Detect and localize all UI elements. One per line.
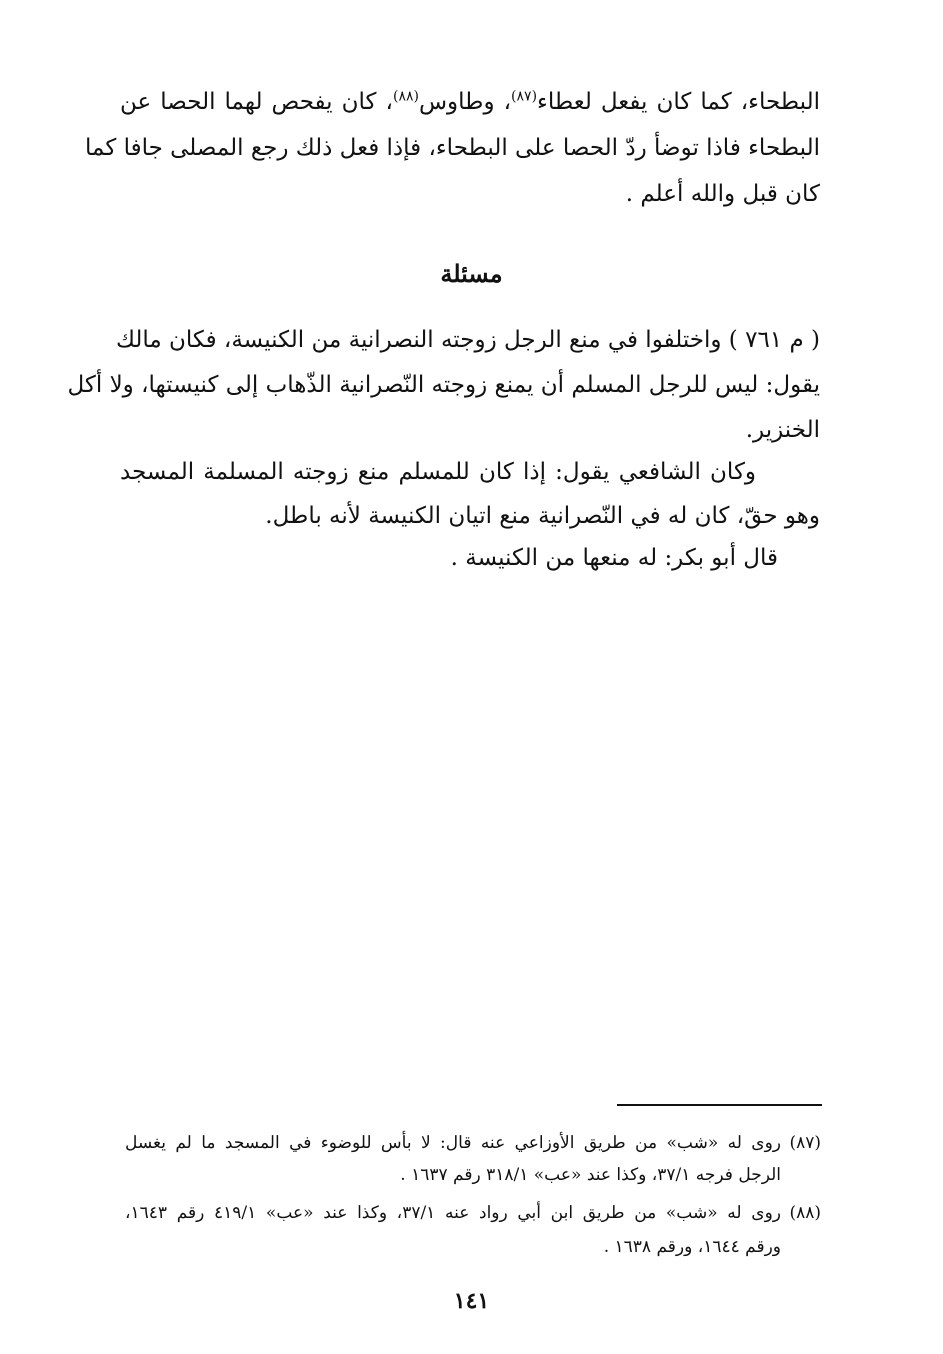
footnote-number: (٨٧) [789,1133,822,1153]
footnote-text: روى له «شب» من طريق الأوزاعي عنه قال: لا بأس للوضوء في المسجد ما لم يغسل [125,1133,782,1153]
section-heading: مسئلة [440,259,503,288]
footnote-line [0,1198,943,1228]
footnote-number: (٨٨) [789,1203,821,1223]
footnote-text: روى له «شب» من طريق ابن أبي رواد عنه ٣٧/١، وكذا عند «عب» ٤١٩/١ رقم ١٦٤٣، [125,1203,781,1223]
paragraph-line: الخنزير. [745,417,820,443]
paragraph-line: قال أبو بكر: له منعها من الكنيسة . [450,545,778,571]
paragraph-line: وكان الشافعي يقول: إذا كان للمسلم منع زوجته المسلمة المسجد [120,459,756,485]
text-span: البطحاء، كما كان يفعل لعطاء [537,89,821,115]
text-span: ، كان يفحص لهما الحصا عن [120,89,393,115]
paragraph-line: البطحاء فاذا توضأ ردّ الحصا على البطحاء، فإذا فعل ذلك رجع المصلى جافا كما [85,135,820,161]
paragraph-line: ( م ٧٦١ ) واختلفوا في منع الرجل زوجته النصرانية من الكنيسة، فكان مالك [115,327,820,353]
footnote-line: ورقم ١٦٤٤، ورقم ١٦٣٨ . [603,1237,781,1257]
footnote-line: الرجل فرجه ٣٧/١، وكذا عند «عب» ٣١٨/١ رقم ١٦٣٧ . [400,1165,781,1185]
paragraph-line: وهو حقّ، كان له في النّصرانية منع اتيان الكنيسة لأنه باطل. [265,503,820,529]
text-span: ، وطاوس [418,89,512,115]
footnote-divider [617,1104,822,1106]
page-number: ١٤١ [453,1288,490,1314]
footnote-line [0,1128,943,1158]
footnote-ref[interactable]: (٨٨) [392,88,419,105]
paragraph-line: كان قبل والله أعلم . [625,181,820,207]
footnote-ref[interactable]: (٨٧) [511,88,538,105]
paragraph-line [0,82,943,122]
paragraph-line: يقول: ليس للرجل المسلم أن يمنع زوجته النّصرانية الذّهاب إلى كنيستها، ولا أكل [67,372,820,398]
